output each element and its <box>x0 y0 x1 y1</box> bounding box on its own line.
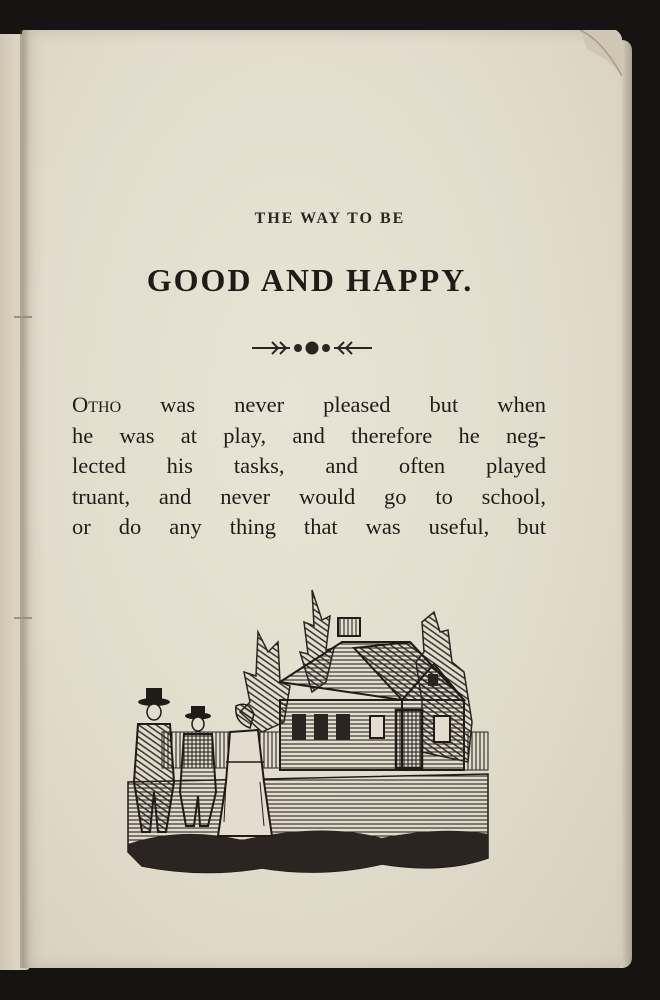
text-line-3: lected his tasks, and often played <box>72 453 546 478</box>
binding-stitch <box>14 617 32 619</box>
page-title: GOOD AND HAPPY. <box>146 262 474 298</box>
woodcut-house-figures-icon <box>122 582 492 882</box>
text-line-4: truant, and never would go to school, <box>72 483 546 509</box>
page-gutter <box>20 30 30 968</box>
drop-word: Otho <box>72 392 122 417</box>
printer-ornament-icon <box>250 338 374 358</box>
folded-corner-icon <box>580 30 622 76</box>
body-paragraph <box>72 390 546 543</box>
text-line-1: Otho was never pleased but when <box>72 392 547 417</box>
text-line-5: or do any thing that was useful, but <box>72 514 546 539</box>
page-subtitle: THE WAY TO BE <box>254 210 406 227</box>
text-line-2: he was at play, and therefore he neg- <box>72 422 546 448</box>
binding-stitch <box>14 316 32 318</box>
